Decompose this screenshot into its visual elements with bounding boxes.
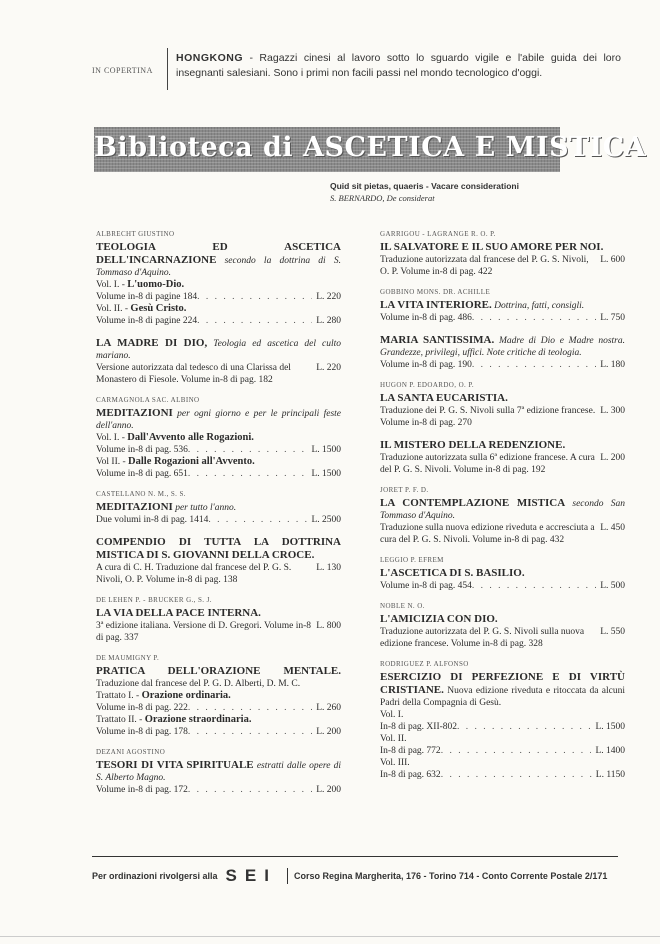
entry-text: Volume in-8 di pag. 190	[380, 360, 472, 370]
leader-dots	[197, 315, 312, 327]
book-heading	[380, 439, 625, 452]
book-author: NOBLE N. O.	[380, 602, 425, 610]
banner-title: Biblioteca di ASCETICA E MISTICA	[94, 132, 647, 163]
book-author: CASTELLANO N. M., S. S.	[96, 490, 186, 498]
volume-title: L'uomo-Dio.	[127, 279, 185, 290]
price-line	[380, 522, 625, 546]
entry-text: Volume in-8 di pag. 454	[380, 581, 472, 591]
entry-text: Traduzione autorizzata dal francese del P. G. S. Nivoli, O. P. Volume in-8 di pag. 422	[380, 255, 589, 277]
price-line	[96, 784, 341, 796]
book-author: GOBBINO MONS. DR. ACHILLE	[380, 288, 491, 296]
book-entry	[96, 748, 341, 796]
book-author: ALBRECHT GIUSTINO	[96, 230, 175, 238]
leader-dots	[208, 514, 307, 526]
book-title: ESERCIZIO DI PERFEZIONE E DI VIRTÙ CRISTIANE.	[380, 671, 625, 696]
volume-title: Dall'Avvento alle Rogazioni.	[127, 432, 254, 443]
price: L. 300	[600, 406, 625, 416]
book-entry	[96, 337, 341, 386]
book-title: PRATICA DELL'ORAZIONE MENTALE.	[96, 665, 341, 677]
book-title: TESORI DI VITA SPIRITUALE	[96, 759, 254, 771]
book-heading	[96, 337, 341, 362]
book-author: HUGON P. EDOARDO, O. P.	[380, 381, 474, 389]
book-entry	[96, 490, 341, 526]
volume-title: Orazione ordinaria.	[141, 690, 231, 701]
book-title: LA VIA DELLA PACE INTERNA.	[96, 607, 261, 619]
cover-text: - Ragazzi cinesi al lavoro sotto lo sguardo vigile e l'abile guida dei loro insegnanti salesiani. Sono i primi non facili passi nel mondo tecnologico d'oggi.	[176, 52, 621, 79]
entry-text: Due volumi in-8 di pag. 1414	[96, 515, 209, 525]
volume-title: Gesù Cristo.	[130, 303, 187, 314]
entry-text: Traduzione autorizzata del P. G. S. Nivoli sulla nuova edizione francese. Volume in-8 di pag. 328	[380, 627, 585, 649]
price: L. 220	[316, 292, 341, 302]
price-line	[380, 580, 625, 592]
book-title: COMPENDIO DI TUTTA LA DOTTRINA MISTICA DI S. GIOVANNI DELLA CROCE.	[96, 536, 341, 561]
entry-text: In-8 di pag. 772	[380, 746, 441, 756]
volume-label: Vol. I.	[380, 710, 404, 720]
price: L. 1150	[595, 770, 625, 780]
book-subtitle: estratti dalle opere di S. Alberto Magno.	[96, 761, 342, 783]
cover-caption	[176, 51, 621, 81]
epigraph-source: S. BERNARDO, De considerat	[330, 193, 435, 203]
book-entry	[380, 556, 625, 592]
book-author: LEGGIO P. EFREM	[380, 556, 444, 564]
book-subtitle: per ogni giorno e per le principali feste dell'anno.	[96, 409, 341, 431]
price-line	[96, 291, 341, 303]
book-heading	[380, 567, 625, 580]
volume-label: Vol. I. -	[96, 280, 125, 290]
entry-text: Versione autorizzata dal tedesco di una Clarissa del Monastero di Fiesole. Volume in-8 di pag. 182	[96, 363, 291, 385]
book-heading	[380, 392, 625, 405]
leader-dots	[188, 726, 312, 738]
leader-dots	[188, 784, 312, 796]
price: L. 800	[316, 621, 341, 631]
leader-dots	[188, 702, 312, 714]
volume-entry	[96, 279, 341, 291]
price-line	[96, 620, 341, 644]
price-line	[380, 721, 625, 733]
entry-text: In-8 di pag. 632	[380, 770, 441, 780]
leader-dots	[472, 312, 596, 324]
entry-text: Traduzione autorizzata sulla 6ª edizione francese. A cura del P. G. S. Nivoli. Volume in-8 di pag. 192	[380, 453, 595, 475]
price: L. 200	[316, 727, 341, 737]
price: L. 550	[600, 627, 625, 637]
entry-text: Volume in-8 di pag. 651	[96, 469, 188, 479]
price: L. 2500	[311, 515, 341, 525]
book-heading	[96, 607, 341, 620]
book-title: IL MISTERO DELLA REDENZIONE.	[380, 439, 566, 451]
book-heading	[96, 759, 341, 784]
book-author: JORET P. F. D.	[380, 486, 429, 494]
price: L. 1500	[311, 445, 341, 455]
publisher-logo: SEI	[225, 866, 277, 885]
price: L. 1500	[595, 722, 625, 732]
book-entry	[96, 596, 341, 644]
book-author: DEZANI AGOSTINO	[96, 748, 166, 756]
book-heading	[96, 501, 341, 514]
volume-label: Vol. II. -	[96, 304, 129, 314]
book-author: DE MAUMIGNY P.	[96, 654, 160, 662]
book-title: LA SANTA EUCARISTIA.	[380, 392, 508, 404]
volume-label: Vol. I. -	[96, 433, 125, 443]
book-title: MEDITAZIONI	[96, 407, 173, 419]
left-column	[96, 230, 341, 806]
book-entry	[380, 660, 625, 781]
price: L. 750	[600, 313, 625, 323]
book-title: TEOLOGIA ED ASCETICA DELL'INCARNAZIONE	[96, 241, 341, 266]
book-subtitle: per tutto l'anno.	[175, 503, 237, 513]
entry-text: Volume in-8 di pag. 178	[96, 727, 188, 737]
entry-text: Traduzione dei P. G. S. Nivoli sulla 7ª edizione francese. Volume in-8 di pag. 270	[380, 406, 596, 428]
price: L. 260	[316, 703, 341, 713]
price-line	[380, 312, 625, 324]
book-heading	[96, 407, 341, 432]
volume-entry	[96, 690, 341, 702]
leader-dots	[472, 580, 596, 592]
book-title: L'ASCETICA DI S. BASILIO.	[380, 567, 525, 579]
epigraph-line: Quid sit pietas, quaeris - Vacare considerationi	[330, 181, 519, 191]
cover-label: IN COPERTINA	[92, 66, 153, 75]
volume-entry	[380, 709, 625, 721]
price-line	[96, 726, 341, 738]
book-heading	[380, 334, 625, 359]
book-description: Nuova edizione riveduta e ritoccata da alcuni Padri della Compagnia di Gesù.	[380, 686, 625, 708]
volume-entry	[380, 733, 625, 745]
entry-text: Volume in-8 di pag. 222	[96, 703, 188, 713]
price-line	[96, 444, 341, 456]
leader-dots	[188, 468, 308, 480]
price: L. 200	[316, 785, 341, 795]
book-heading	[380, 671, 625, 709]
volume-title: Dalle Rogazioni all'Avvento.	[128, 456, 255, 467]
footer-divider	[92, 856, 618, 857]
book-title: LA VITA INTERIORE.	[380, 299, 492, 311]
book-heading	[380, 613, 625, 626]
book-description: Traduzione dal francese del P. G. D. Alberti, D. M. C.	[96, 679, 301, 689]
book-author: GARRIGOU - LAGRANGE R. O. P.	[380, 230, 496, 238]
leader-dots	[441, 745, 592, 757]
book-title: LA CONTEMPLAZIONE MISTICA	[380, 497, 566, 509]
price: L. 200	[600, 453, 625, 463]
entry-text: In-8 di pag. XII-802	[380, 722, 458, 732]
book-entry	[380, 230, 625, 278]
book-author: DE LEHEN P. - BRUCKER G., S. J.	[96, 596, 212, 604]
entry-text: Volume in-8 di pagine 224	[96, 316, 198, 326]
book-entry	[96, 654, 341, 738]
book-entry	[380, 381, 625, 429]
epigraph	[330, 180, 519, 204]
book-entry	[380, 486, 625, 546]
book-title: LA MADRE DI DIO,	[96, 337, 208, 349]
book-entry	[380, 602, 625, 650]
price: L. 600	[600, 255, 625, 265]
price-line	[96, 562, 341, 586]
book-heading	[380, 299, 625, 312]
book-subtitle: secondo San Tommaso d'Aquino.	[380, 499, 625, 521]
book-heading	[96, 241, 341, 279]
leader-dots	[441, 769, 592, 781]
volume-entry	[96, 714, 341, 726]
price: L. 500	[600, 581, 625, 591]
right-column	[380, 230, 625, 791]
book-entry	[96, 396, 341, 480]
book-heading	[380, 497, 625, 522]
book-entry	[380, 439, 625, 476]
volume-title: Orazione straordinaria.	[144, 714, 252, 725]
entry-text: 3ª edizione italiana. Versione di D. Gregori. Volume in-8 di pag. 337	[96, 621, 312, 643]
volume-label: Vol II. -	[96, 457, 126, 467]
entry-text: Volume in-8 di pag. 536	[96, 445, 188, 455]
book-title: MEDITAZIONI	[96, 501, 173, 513]
book-title: IL SALVATORE E IL SUO AMORE PER NOI.	[380, 241, 604, 253]
book-author: CARMAGNOLA SAC. ALBINO	[96, 396, 200, 404]
book-entry	[96, 230, 341, 327]
price-line	[96, 514, 341, 526]
banner	[94, 127, 647, 172]
footer-address: Corso Regina Margherita, 176 - Torino 714 - Conto Corrente Postale 2/171	[293, 871, 608, 881]
price-line	[96, 315, 341, 327]
book-subtitle: Dottrina, fatti, consigli.	[494, 301, 585, 311]
entry-text: Volume in-8 di pag. 172	[96, 785, 188, 795]
footer-left: Per ordinazioni rivolgersi alla	[92, 871, 218, 881]
footer-separator	[287, 868, 288, 884]
book-entry	[380, 288, 625, 324]
book-heading	[96, 536, 341, 562]
price-line	[380, 626, 625, 650]
entry-text: Volume in-8 di pag. 486	[380, 313, 472, 323]
volume-label: Vol. III.	[380, 758, 410, 768]
book-title: MARIA SANTISSIMA.	[380, 334, 495, 346]
footer	[92, 866, 618, 886]
leader-dots	[457, 721, 591, 733]
price-line	[380, 359, 625, 371]
book-subtitle: secondo la dottrina di S. Tommaso d'Aquino.	[96, 256, 341, 278]
price: L. 1500	[311, 469, 341, 479]
leader-dots	[188, 444, 308, 456]
book-heading	[380, 241, 625, 254]
price-line	[380, 769, 625, 781]
book-title: L'AMICIZIA CON DIO.	[380, 613, 498, 625]
book-entry	[380, 334, 625, 371]
leader-dots	[197, 291, 312, 303]
price-line	[96, 468, 341, 480]
price: L. 130	[316, 563, 341, 573]
book-author: RODRIGUEZ P. ALFONSO	[380, 660, 469, 668]
entry-text: A cura di C. H. Traduzione dal francese del P. G. S. Nivoli, O. P. Volume in-8 di pag. 138	[96, 563, 292, 585]
price-line	[380, 254, 625, 278]
price: L. 180	[600, 360, 625, 370]
price: L. 280	[316, 316, 341, 326]
book-entry	[96, 536, 341, 586]
volume-entry	[96, 432, 341, 444]
price: L. 1400	[595, 746, 625, 756]
book-subtitle: Madre di Dio e Madre nostra. Grandezze, privilegi, uffici. Note critiche di teologia.	[380, 336, 626, 358]
leader-dots	[472, 359, 596, 371]
volume-label: Trattato II. -	[96, 715, 143, 725]
price: L. 450	[600, 523, 625, 533]
entry-text: Volume in-8 di pagine 184	[96, 292, 198, 302]
page-edge	[0, 936, 660, 937]
price-line	[96, 362, 341, 386]
price-line	[380, 452, 625, 476]
volume-label: Trattato I. -	[96, 691, 140, 701]
cover-divider	[167, 48, 168, 90]
price-line	[96, 702, 341, 714]
entry-text: Traduzione sulla nuova edizione riveduta e accresciuta a cura del P. G. S. Nivoli. Volume in-8 di pag. 432	[380, 523, 595, 545]
volume-label: Vol. II.	[380, 734, 407, 744]
book-subtitle: Teologia ed ascetica del culto mariano.	[96, 339, 342, 361]
volume-entry	[380, 757, 625, 769]
book-heading	[96, 665, 341, 690]
price-line	[380, 405, 625, 429]
price-line	[380, 745, 625, 757]
cover-title: HONGKONG	[176, 52, 243, 64]
volume-entry	[96, 456, 341, 468]
price: L. 220	[316, 363, 341, 373]
volume-entry	[96, 303, 341, 315]
